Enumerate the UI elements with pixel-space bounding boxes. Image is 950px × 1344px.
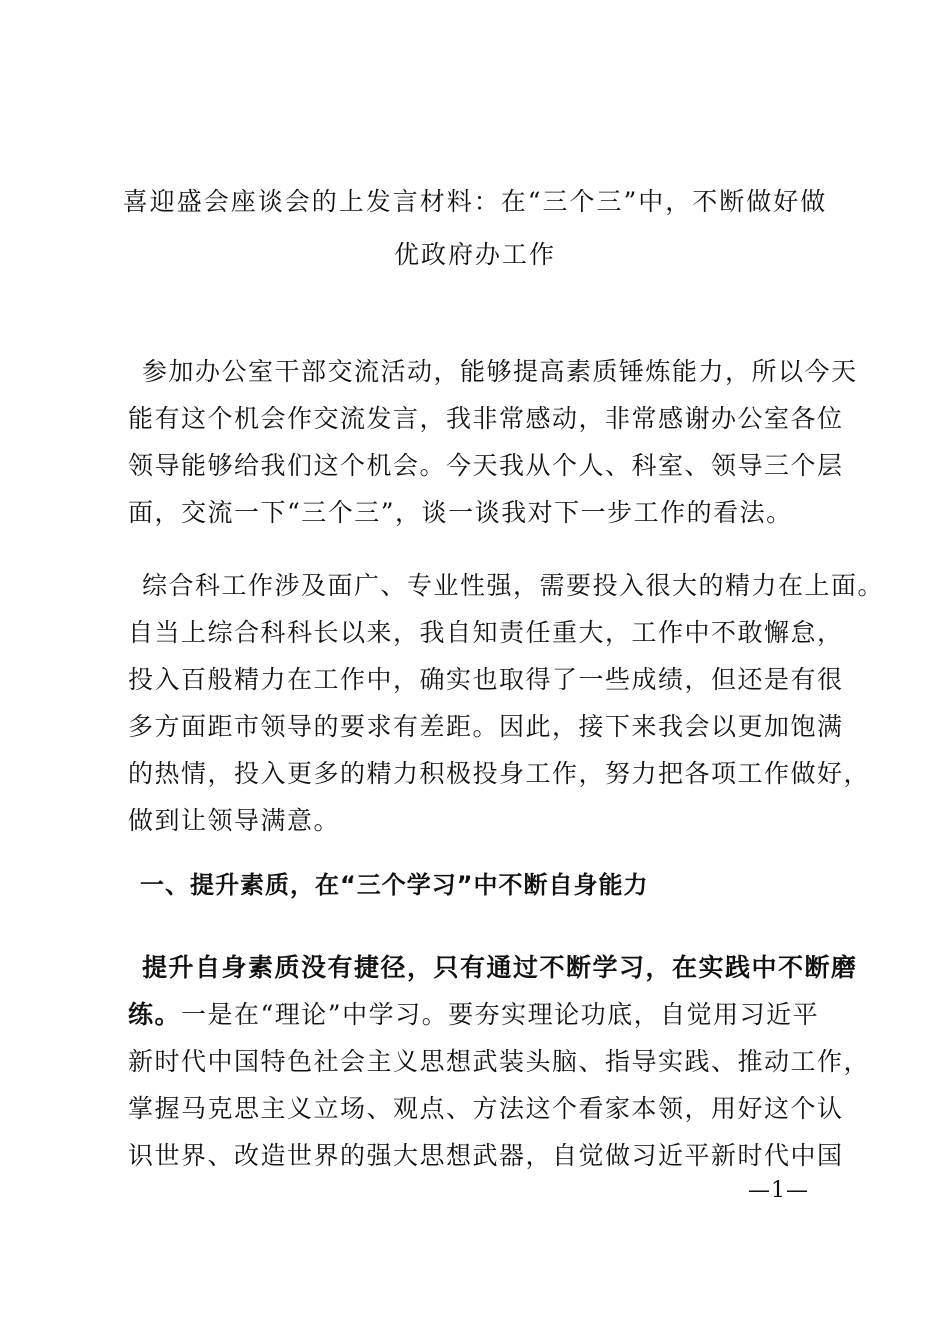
paragraph-line: 掌握马克思主义立场、观点、方法这个看家本领，用好这个认: [128, 1094, 844, 1123]
paragraph-line: 的热情，投入更多的精力积极投身工作，努力把各项工作做好，: [128, 759, 871, 788]
paragraph-study: [128, 944, 871, 1179]
paragraph-line: 投入百般精力在工作中，确实也取得了一些成绩，但还是有很: [128, 665, 844, 694]
paragraph-line: [128, 991, 852, 1038]
paragraph-line: 做到让领导满意。: [128, 806, 341, 835]
paragraph-line: 能有这个机会作交流发言，我非常感动，非常感谢办公室各位: [128, 404, 844, 433]
paragraph-line: 综合科工作涉及面广、专业性强，需要投入很大的精力在上面。: [142, 571, 885, 600]
title-line-1: 喜迎盛会座谈会的上发言材料：在“三个三”中，不断做好做: [122, 187, 828, 216]
page-number: —1—: [748, 1178, 809, 1203]
paragraph-line: 自当上综合科科长以来，我自知责任重大，工作中不敢懈怠，: [128, 618, 844, 647]
paragraph-line: 领导能够给我们这个机会。今天我从个人、科室、领导三个层: [128, 451, 844, 480]
paragraph-line: 多方面距市领导的要求有差距。因此，接下来我会以更加饱满: [128, 712, 844, 741]
title-line-2: 优政府办工作: [393, 240, 556, 269]
paragraph-bold-fragment: 练。: [128, 1000, 182, 1029]
paragraph-line: 参加办公室干部交流活动，能够提高素质锤炼能力，所以今天: [142, 357, 858, 386]
paragraph-fragment: 一是在“理论”中学习。要夯实理论功底，自觉用习近平: [181, 1000, 820, 1029]
paragraph-line: 识世界、改造世界的强大思想武器，自觉做习近平新时代中国: [128, 1141, 844, 1170]
paragraph-line: 面，交流一下“三个三”，谈一谈我对下一步工作的看法。: [128, 498, 793, 527]
paragraph-intro: [128, 348, 858, 536]
paragraph-bold-line: 提升自身素质没有捷径，只有通过不断学习，在实践中不断磨: [142, 953, 858, 982]
document-title: [120, 175, 830, 281]
paragraph-department: [128, 562, 885, 844]
paragraph-line: 新时代中国特色社会主义思想武装头脑、指导实践、推动工作，: [128, 1047, 871, 1076]
section-heading-1: 一、提升素质，在“三个学习”中不断自身能力: [140, 871, 649, 899]
